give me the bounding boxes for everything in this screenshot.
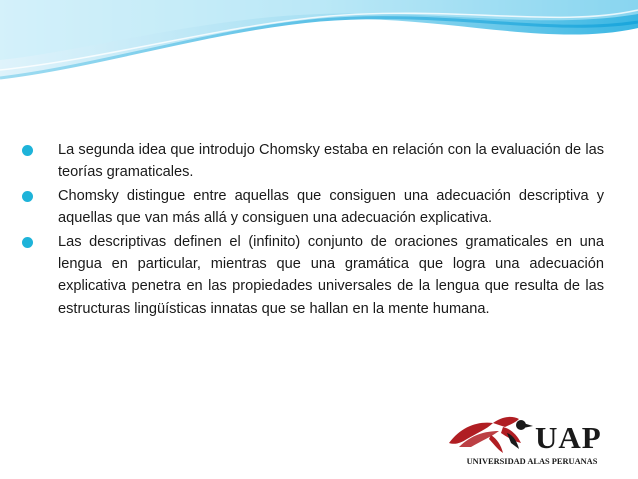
header-wave-decoration [0, 0, 638, 90]
bullet-text: La segunda idea que introdujo Chomsky estaba en relación con la evaluación de las teorías gramaticales. [58, 142, 604, 181]
bullet-dot-icon [22, 145, 33, 156]
bullet-item [22, 231, 604, 321]
university-logo [447, 413, 617, 473]
bullet-dot-icon [22, 237, 33, 248]
condor-emblem-icon [447, 413, 539, 457]
bullet-list [22, 139, 604, 321]
logo-university-name: UNIVERSIDAD ALAS PERUANAS [466, 457, 598, 466]
bullet-text: Las descriptivas definen el (infinito) conjunto de oraciones gramaticales en una lengua en particular, mientras que una gramática que logra una adecuación explicativa penetra en las propiedades universales de la lengua que resulta de las estructuras lingüísticas innatas que se hallan en la mente humana. [58, 233, 604, 317]
logo-abbreviation: UAP [535, 420, 602, 455]
bullet-dot-icon [22, 191, 33, 202]
bullet-item [22, 139, 604, 184]
bullet-text: Chomsky distingue entre aquellas que consiguen una adecuación descriptiva y aquellas que van más allá y consiguen una adecuación explicativa. [58, 187, 604, 227]
bullet-item [22, 185, 604, 230]
